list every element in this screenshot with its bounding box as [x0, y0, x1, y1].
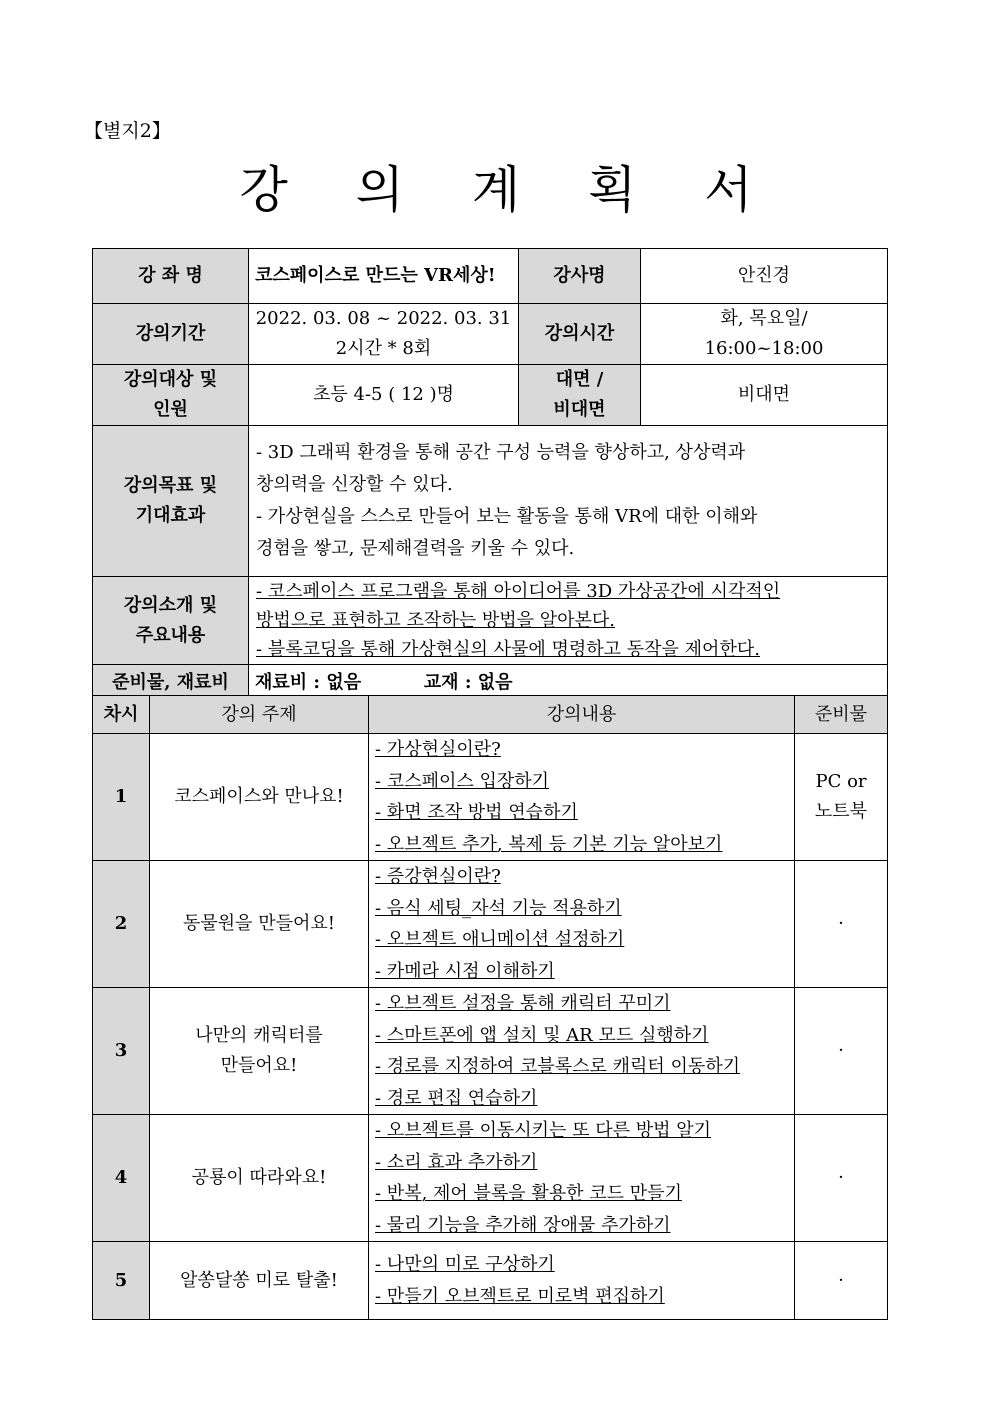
intro-line: - 코스페이스 프로그램을 통해 아이디어를 3D 가상공간에 시각적인 [256, 581, 781, 602]
session-contents [369, 734, 795, 861]
session-contents [369, 1115, 795, 1242]
list-item: - 만들기 오브젝트로 미로벽 편집하기 [375, 1285, 665, 1307]
list-item: - 경로를 지정하여 코블록스로 캐릭터 이동하기 [375, 1056, 741, 1077]
list-item: - 오브젝트를 이동시키는 또 다른 방법 알기 [375, 1120, 712, 1141]
list-item: - 나만의 미로 구상하기 [375, 1254, 555, 1275]
table-row [93, 734, 888, 861]
time-value [641, 304, 888, 365]
session-topic [150, 734, 369, 861]
session-number: 1 [93, 734, 150, 861]
materials-value: 재료비 : 없음 교재 : 없음 [249, 665, 888, 701]
list-item: - 음식 세팅_자석 기능 적용하기 [375, 897, 622, 919]
table-row [93, 988, 888, 1115]
mode-label-line1: 대면 / [555, 369, 604, 390]
goal-label [93, 426, 249, 577]
list-item: - 오브젝트 설정을 통해 캐릭터 꾸미기 [375, 993, 671, 1014]
session-number: 4 [93, 1115, 150, 1242]
materials-label: 준비물, 재료비 [93, 665, 249, 701]
target-label-line1: 강의대상 및 [123, 369, 218, 390]
prep-line: · [838, 1167, 844, 1188]
table-row [93, 1115, 888, 1242]
time-days: 화, 목요일/ [720, 308, 808, 329]
session-prep [795, 1242, 888, 1320]
list-item: - 오브젝트 추가, 복제 등 기본 기능 알아보기 [375, 833, 723, 855]
target-label-line2: 인원 [153, 399, 188, 420]
list-item: - 스마트폰에 앱 설치 및 AR 모드 실행하기 [375, 1024, 709, 1046]
session-prep [795, 861, 888, 988]
session-prep [795, 1115, 888, 1242]
goal-label-line1: 강의목표 및 [123, 475, 218, 496]
list-item: - 반복, 제어 블록을 활용한 코드 만들기 [375, 1183, 682, 1204]
time-hours: 16:00~18:00 [704, 338, 824, 359]
goal-label-line2: 기대효과 [135, 505, 206, 526]
intro-label-line2: 주요내용 [135, 624, 206, 646]
prep-line: · [838, 913, 844, 934]
goal-line: 창의력을 신장할 수 있다. [256, 474, 453, 495]
target-label [93, 365, 249, 426]
course-name-label: 강 좌 명 [93, 249, 249, 304]
page-title: 강 의 계 획 서 [239, 161, 779, 219]
header-prep: 준비물 [795, 696, 888, 734]
goal-line: 경험을 쌓고, 문제해결력을 키울 수 있다. [256, 538, 575, 559]
goal-line: - 3D 그래픽 환경을 통해 공간 구성 능력을 향상하고, 상상력과 [256, 442, 746, 463]
course-name-value: 코스페이스로 만드는 VR세상! [249, 249, 519, 304]
mode-label-line2: 비대면 [553, 399, 606, 420]
header-topic: 강의 주제 [150, 696, 369, 734]
header-session: 차시 [93, 696, 150, 734]
topic-line: 만들어요! [220, 1055, 298, 1076]
topic-line: 나만의 캐릭터를 [195, 1025, 323, 1046]
header-content: 강의내용 [369, 696, 795, 734]
prep-line: · [838, 1269, 844, 1291]
annex-label: 【별지2】 [84, 120, 171, 142]
list-item: - 경로 편집 연습하기 [375, 1087, 538, 1109]
prep-line: 노트북 [814, 801, 868, 822]
intro-label [93, 577, 249, 665]
session-number: 5 [93, 1242, 150, 1320]
prep-line: · [838, 1040, 844, 1061]
session-contents [369, 988, 795, 1115]
instructor-label: 강사명 [519, 249, 641, 304]
list-item: - 증강현실이란? [375, 866, 501, 887]
list-item: - 물리 기능을 추가해 장애물 추가하기 [375, 1214, 671, 1236]
period-label: 강의기간 [93, 304, 249, 365]
instructor-value: 안진경 [641, 249, 888, 304]
period-dates: 2022. 03. 08 ~ 2022. 03. 31 [255, 308, 512, 329]
period-value [249, 304, 519, 365]
session-topic [150, 1242, 369, 1320]
prep-line: PC or [815, 771, 867, 792]
topic-line: 코스페이스와 만나요! [174, 786, 344, 807]
list-item: - 카메라 시점 이해하기 [375, 960, 555, 982]
session-contents [369, 861, 795, 988]
list-item: - 화면 조작 방법 연습하기 [375, 802, 578, 823]
table-row [93, 861, 888, 988]
session-topic [150, 988, 369, 1115]
goal-line: - 가상현실을 스스로 만들어 보는 활동을 통해 VR에 대한 이해와 [256, 506, 758, 527]
intro-line: - 블록코딩을 통해 가상현실의 사물에 명령하고 동작을 제어한다. [256, 639, 760, 660]
session-prep [795, 734, 888, 861]
list-item: - 코스페이스 입장하기 [375, 770, 550, 792]
session-number: 3 [93, 988, 150, 1115]
intro-line: 방법으로 표현하고 조작하는 방법을 알아본다. [256, 610, 615, 631]
mode-label [519, 365, 641, 426]
session-topic [150, 1115, 369, 1242]
mode-value: 비대면 [641, 365, 888, 426]
schedule-table [92, 695, 888, 1320]
topic-line: 공룡이 따라와요! [191, 1167, 327, 1188]
intro-label-line1: 강의소개 및 [123, 594, 218, 616]
goal-content [249, 426, 888, 577]
list-item: - 소리 효과 추가하기 [375, 1151, 538, 1173]
target-value: 초등 4-5 ( 12 )명 [249, 365, 519, 426]
list-item: - 오브젝트 애니메이션 설정하기 [375, 929, 625, 950]
session-prep [795, 988, 888, 1115]
topic-line: 알쏭달쏭 미로 탈출! [180, 1269, 338, 1291]
session-contents [369, 1242, 795, 1320]
topic-line: 동물원을 만들어요! [182, 913, 336, 934]
list-item: - 가상현실이란? [375, 739, 501, 760]
session-number: 2 [93, 861, 150, 988]
session-topic [150, 861, 369, 988]
intro-content [249, 577, 888, 665]
time-label: 강의시간 [519, 304, 641, 365]
course-info-table [92, 248, 888, 701]
period-hours: 2시간 * 8회 [335, 338, 432, 359]
table-row [93, 1242, 888, 1320]
